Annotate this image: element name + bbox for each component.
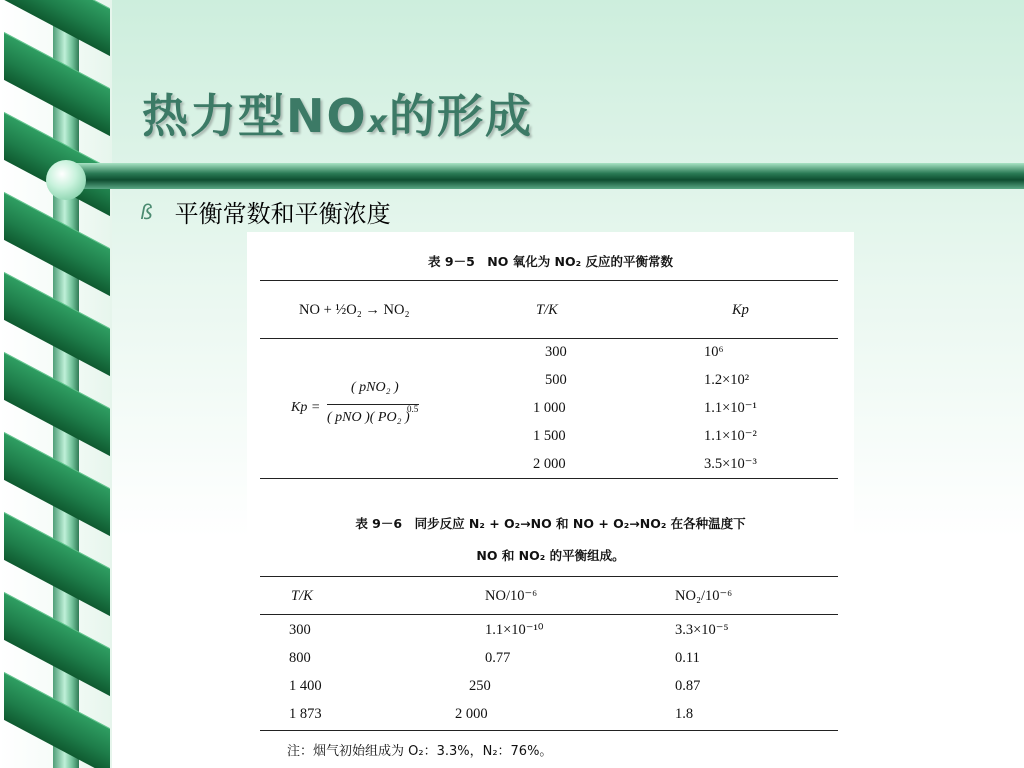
kp-fraction-line	[327, 404, 419, 405]
title-subscript: x	[367, 105, 389, 140]
table2-cell: 0.77	[485, 650, 511, 666]
scanned-tables-image	[247, 232, 854, 768]
kp-formula-lhs: Kp =	[291, 400, 321, 415]
table2-cell: 0.11	[675, 650, 700, 666]
title-main: 热力型NO	[142, 89, 368, 143]
table2-cell: 3.3×10⁻⁵	[675, 622, 729, 638]
table1-row-temp: 300	[545, 344, 567, 360]
table1-header-reaction: NO + ½O₂ → NO₂	[299, 302, 410, 318]
table2-header-no: NO/10⁻⁶	[485, 588, 538, 604]
table1-header-rule	[260, 338, 838, 339]
table1-row-kp: 1.1×10⁻¹	[704, 400, 757, 416]
table2-header-no2: NO₂/10⁻⁶	[675, 588, 733, 604]
bullet-item	[140, 194, 391, 229]
slide-title	[142, 80, 533, 143]
table1-row-temp: 500	[545, 372, 567, 388]
table2-bottom-rule	[260, 730, 838, 731]
bullet-icon: ß	[140, 199, 153, 224]
bullet-text: 平衡常数和平衡浓度	[174, 200, 391, 228]
table1-row-kp: 1.1×10⁻²	[704, 428, 757, 444]
kp-formula-numerator: ( pNO₂ )	[351, 380, 399, 395]
kp-formula-denominator: ( pNO )( PO₂ )	[327, 410, 410, 425]
table2-cell: 800	[289, 650, 311, 666]
table2-cell: 1.8	[675, 706, 694, 722]
table1-row-kp: 10⁶	[704, 344, 724, 360]
table2-cell: 1 400	[289, 678, 322, 694]
table2-top-rule	[260, 576, 838, 577]
table1-row-temp: 2 000	[533, 456, 566, 472]
table2-cell: 2 000	[455, 706, 488, 722]
table1-row-temp: 1 000	[533, 400, 566, 416]
table2-header-rule	[260, 614, 838, 615]
table1-caption: 表 9－5 NO 氧化为 NO₂ 反应的平衡常数	[428, 254, 673, 269]
table1-row-kp: 3.5×10⁻³	[704, 456, 757, 472]
title-divider-bar	[60, 163, 1024, 189]
title-tail: 的形成	[388, 89, 533, 143]
table1-row-temp: 1 500	[533, 428, 566, 444]
table2-caption-line1: 表 9－6 同步反应 N₂ + O₂→NO 和 NO + O₂→NO₂ 在各种温度下	[355, 516, 746, 531]
table1-bottom-rule	[260, 478, 838, 479]
table2-cell: 250	[469, 678, 491, 694]
table1-header-temp: T/K	[536, 302, 558, 318]
table1-header-kp: Kp	[732, 302, 749, 318]
table2-cell: 0.87	[675, 678, 701, 694]
table2-cell: 1.1×10⁻¹⁰	[485, 622, 544, 638]
table1-top-rule	[260, 280, 838, 281]
table2-cell: 300	[289, 622, 311, 638]
table2-cell: 1 873	[289, 706, 322, 722]
table2-note: 注：烟气初始组成为 O₂：3.3%，N₂：76%。	[287, 744, 553, 759]
bar-end-ball	[46, 160, 86, 200]
table1-row-kp: 1.2×10²	[704, 372, 750, 388]
kp-formula-exponent: 0.5	[407, 404, 419, 414]
table2-header-temp: T/K	[291, 588, 313, 604]
left-decoration	[0, 0, 112, 768]
table2-caption-line2: NO 和 NO₂ 的平衡组成。	[476, 548, 625, 563]
